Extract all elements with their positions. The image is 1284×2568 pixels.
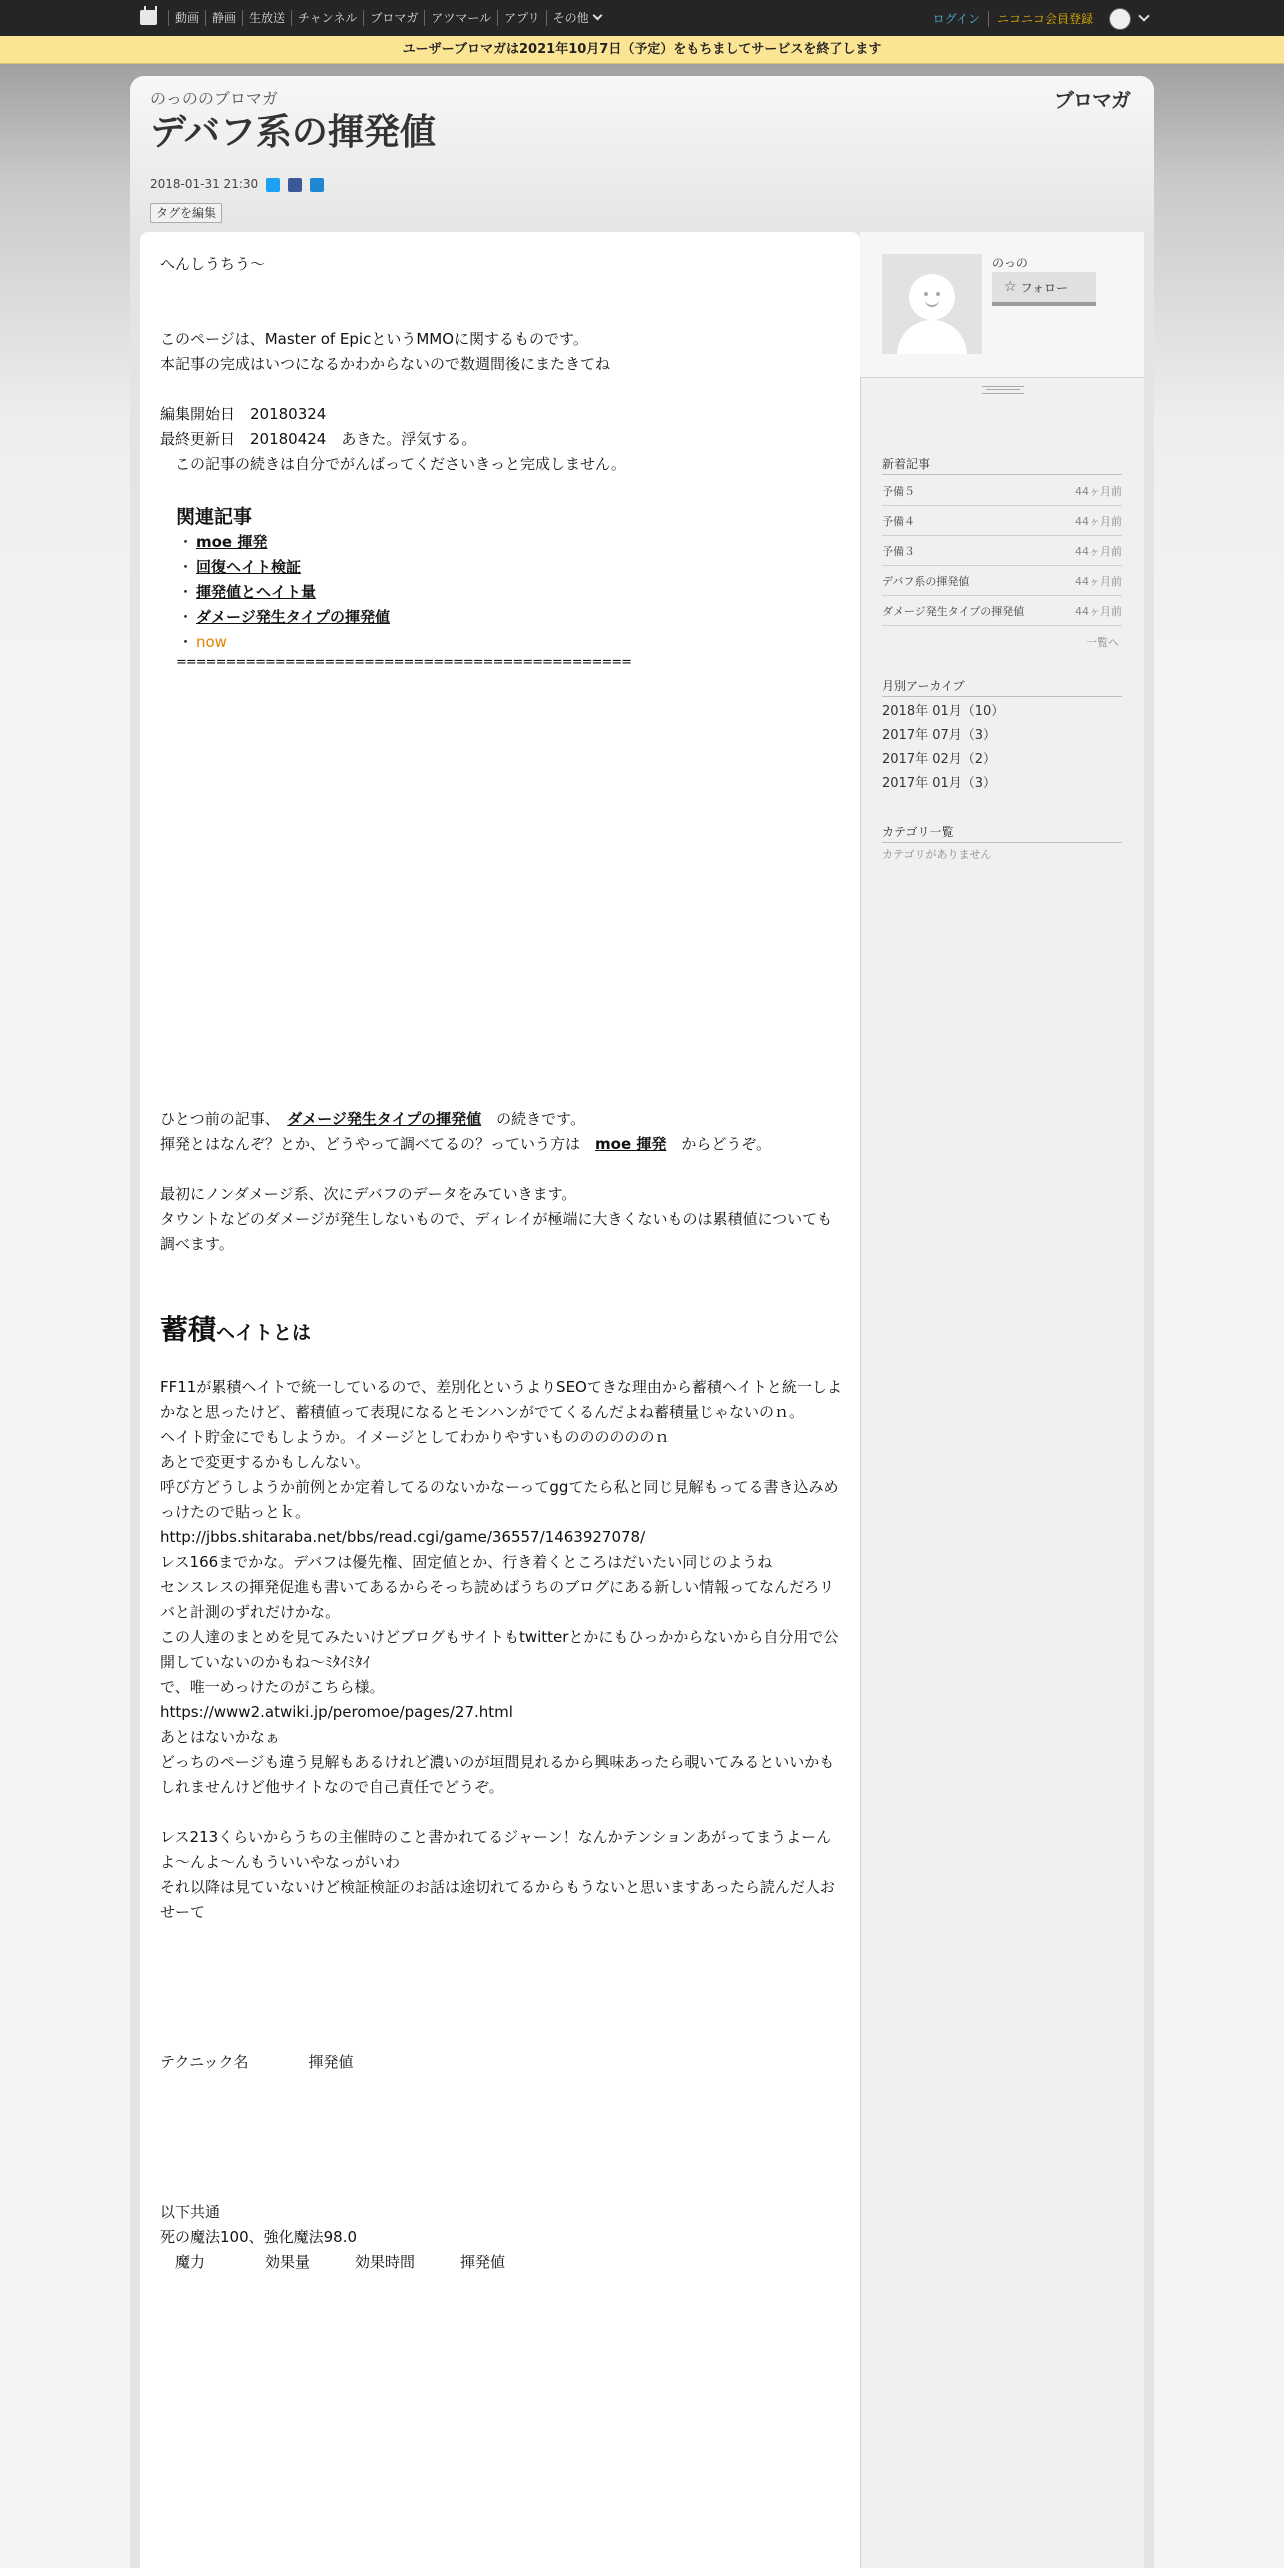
list-item: ・ 揮発値とヘイト量: [178, 580, 390, 605]
star-icon: ☆: [1004, 279, 1017, 295]
archive-item[interactable]: 2017年 01月（3）: [882, 776, 997, 791]
related-link[interactable]: 揮発値とヘイト量: [196, 583, 317, 601]
section-heading: 蓄積ヘイトとは: [160, 1313, 312, 1346]
prev-article-link[interactable]: ダメージ発生タイプの揮発値: [287, 1110, 482, 1128]
share-buttons: [266, 178, 324, 192]
login-link[interactable]: ログイン: [932, 12, 980, 26]
article-greeting: へんしうちう～: [160, 255, 266, 273]
list-item[interactable]: 予備５ 44ヶ月前: [882, 476, 1122, 506]
nav-item-blomaga[interactable]: ブロマガ: [363, 10, 424, 26]
archive-item[interactable]: 2018年 01月（10）: [882, 704, 1005, 719]
related-link[interactable]: 回復ヘイト検証: [196, 558, 302, 576]
nav-item-live[interactable]: 生放送: [242, 10, 291, 26]
more-posts-link[interactable]: 一覧へ: [1086, 636, 1119, 649]
nav-item-other-label: その他: [552, 11, 589, 25]
follow-button[interactable]: [992, 272, 1096, 306]
related-link[interactable]: ダメージ発生タイプの揮発値: [196, 608, 390, 626]
related-heading: 関連記事: [176, 506, 253, 528]
archive-heading: 月別アーカイブ: [882, 677, 1122, 697]
author-avatar[interactable]: [882, 254, 982, 354]
list-item[interactable]: デバフ系の揮発値 44ヶ月前: [882, 566, 1122, 596]
follow-label: フォロー: [1020, 280, 1068, 295]
page-title: デバフ系の揮発値: [150, 112, 436, 153]
list-item: ・ ダメージ発生タイプの揮発値: [178, 605, 390, 630]
category-empty-text: カテゴリがありません: [882, 848, 992, 861]
hatena-bookmark-icon[interactable]: [310, 178, 324, 192]
list-item[interactable]: ダメージ発生タイプの揮発値 44ヶ月前: [882, 596, 1122, 626]
related-list: [178, 530, 390, 655]
collapse-handle-icon[interactable]: [982, 386, 1024, 394]
blomaga-logo[interactable]: ブロマガ: [1054, 88, 1130, 112]
service-nav: [168, 10, 607, 26]
list-item: ・ now: [178, 630, 390, 655]
twitter-share-icon[interactable]: [266, 178, 280, 192]
facebook-share-icon[interactable]: [288, 178, 302, 192]
related-link[interactable]: moe 揮発: [196, 533, 268, 551]
post-date: 2018-01-31 21:30: [150, 177, 259, 191]
category-heading: カテゴリ一覧: [882, 823, 1122, 843]
new-posts-heading: 新着記事: [882, 455, 1122, 475]
new-posts-list: [882, 476, 1122, 626]
register-link[interactable]: ニコニコ会員登録: [988, 11, 1101, 27]
chevron-down-icon[interactable]: [1138, 10, 1149, 21]
service-end-notice: ユーザーブロマガは2021年10月7日（予定）をもちましてサービスを終了します: [0, 36, 1284, 64]
nav-item-seiga[interactable]: 静画: [205, 10, 242, 26]
blog-header: [130, 76, 1154, 236]
author-name[interactable]: のっの: [992, 256, 1028, 270]
account-area: [925, 8, 1148, 30]
list-item[interactable]: 予備４ 44ヶ月前: [882, 506, 1122, 536]
moe-volatility-link[interactable]: moe 揮発: [595, 1135, 667, 1153]
nav-item-atsumaru[interactable]: アツマール: [424, 10, 497, 26]
separator-line: ==============================================: [176, 655, 632, 670]
nav-item-channel[interactable]: チャンネル: [291, 10, 363, 26]
nav-item-app[interactable]: アプリ: [497, 10, 546, 26]
archive-item[interactable]: 2017年 02月（2）: [882, 752, 997, 767]
niconico-tv-icon[interactable]: [140, 10, 157, 25]
technique-table-header: テクニック名 揮発値: [160, 2053, 354, 2071]
article-paragraph-2: 最初にノンダメージ系、次にデバフのデータをみていきます。 タウントなどのダメージが発生しないもので、ディレイが極端に大きくないものは累積値についても調べます。: [160, 1185, 833, 1253]
article-intro: このページは、Master of EpicというMMOに関するものです。 本記事の完成はいつになるかわからないので数週間後にまたきてね 編集開始日 20180324 最終更新日 20180424 あきた。浮気する。 この記事の続きは自分でがんばってくださいきっと完成しません。: [160, 330, 626, 473]
article-paragraph-1: ひとつ前の記事、 ダメージ発生タイプの揮発値 の続きです。 揮発とはなんぞ？とか、どうやって調べてるの？っていう方は moe 揮発 からどうぞ。: [160, 1110, 772, 1153]
list-item: ・ moe 揮発: [178, 530, 390, 555]
archive-list: [882, 700, 1004, 796]
blog-name[interactable]: のっののブロマガ: [150, 89, 278, 108]
current-article-marker: now: [196, 633, 227, 651]
user-avatar-icon[interactable]: [1109, 8, 1131, 30]
list-item[interactable]: 予備３ 44ヶ月前: [882, 536, 1122, 566]
article-main-text: FF11が累積ヘイトで統一しているので、差別化というよりSEOてきな理由から蓄積ヘイトと統一しよかなと思ったけど、蓄積値って表現になるとモンハンがでてくるんだよね蓄積量じゃないのｎ。 ヘイト貯金にでもしようか。イメージとしてわかりやすいもののののののｎ あとで変更するかもしんない。 呼び方どうしようか前例とか定着してるのないかなーってggてたら私と同じ見解もってる書き込みめっけたので貼っとｋ。 http://jbbs.shitaraba.net/bbs/read.cgi/game/36557/1463927078/ レス166までかな。デバフは優先権、固定値とか、行き着くところはだいたい同じのようね センスレスの揮発促進も書いてあるからそっち読めばうちのブログにある新しい情報ってなんだろリバと計測のずれだけかな。 この人達のまとめを見てみたいけどブログもサイトもtwitterとかにもひっかからないから自分用で公開していないのかもね～ﾐﾀｲﾐﾀｲ で、唯一めっけたのがこちら様。 https://www2.atwiki.jp/peromoe/pages/27.html あとはないかなぁ どっちのページも違う見解もあるけれど濃いのが垣間見れるから興味あったら覗いてみるといいかもしれませんけど他サイトなので自己責任でどうぞ。 レス213くらいからうちの主催時のこと書かれてるジャーン！なんかテンションあがってまうよーんよ～んよ～んもういいやなっがいわ それ以降は見ていないけど検証検証のお話は途切れてるからもうないと思いますあったら読んだ人おせーて: [160, 1378, 842, 1921]
nav-item-video[interactable]: 動画: [168, 10, 205, 26]
edit-tags-button[interactable]: タグを編集: [150, 203, 222, 223]
common-conditions: 以下共通 死の魔法100、強化魔法98.0 魔力 効果量 効果時間 揮発値: [160, 2203, 506, 2271]
global-nav-bar: [0, 0, 1284, 36]
list-item: ・ 回復ヘイト検証: [178, 555, 390, 580]
nav-item-other[interactable]: [546, 10, 607, 26]
chevron-down-icon: [592, 11, 602, 21]
archive-item[interactable]: 2017年 07月（3）: [882, 728, 997, 743]
